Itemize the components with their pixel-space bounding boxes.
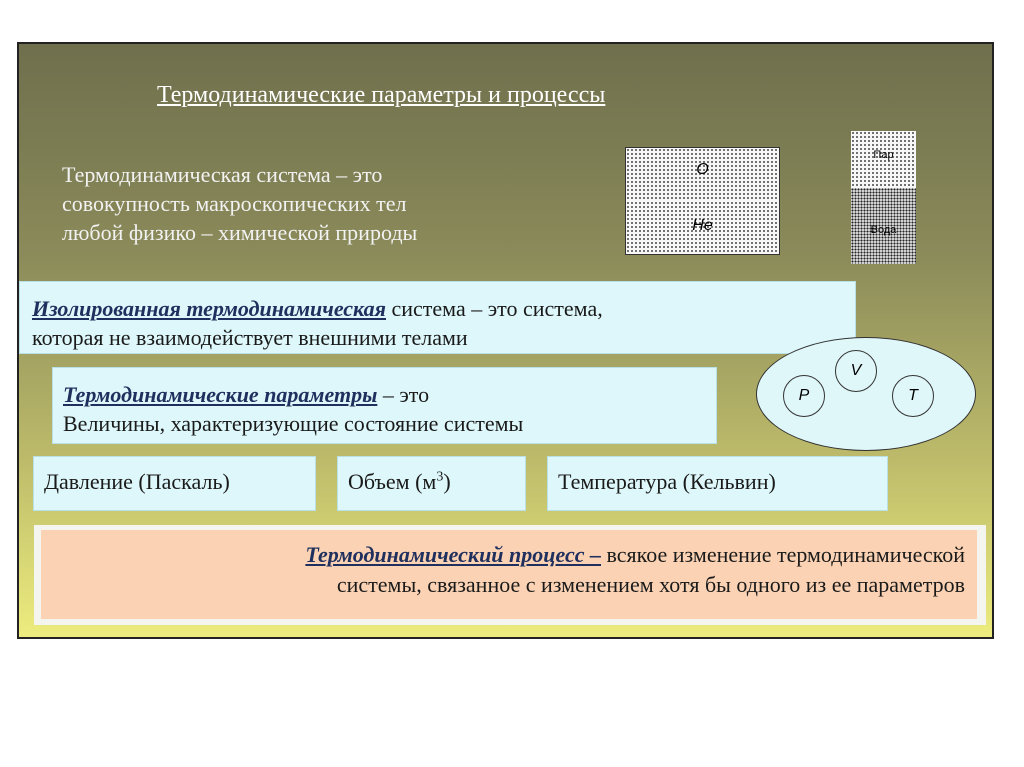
pressure-circle: P — [783, 375, 825, 417]
process-line-2: системы, связанное с изменением хотя бы одного из ее параметров — [336, 572, 965, 597]
temperature-label: Температура (Кельвин) — [558, 469, 776, 494]
pressure-box — [33, 456, 316, 511]
parameters-box — [52, 367, 717, 444]
water-label: Вода — [870, 224, 897, 236]
isolated-system-box — [19, 281, 856, 354]
temperature-box — [547, 456, 888, 511]
parameters-term: Термодинамические параметры — [63, 382, 378, 407]
parameters-line-2: Величины, характеризующие состояние системы — [63, 411, 524, 436]
volume-exponent: 3 — [436, 469, 444, 485]
parameters-rest: – это — [377, 382, 430, 407]
steam-water-diagram — [851, 131, 916, 264]
helium-label: He — [692, 217, 713, 234]
volume-circle: V — [835, 350, 877, 392]
volume-box — [337, 456, 526, 511]
isolated-term: Изолированная термодинамическая — [32, 296, 386, 321]
temperature-circle: T — [892, 375, 934, 417]
volume-label-prefix: Объем (м — [348, 469, 437, 494]
isolated-rest: система – это система, — [386, 296, 603, 321]
intro-line-1: Термодинамическая система – это — [62, 162, 383, 187]
intro-line-2: совокупность макроскопических тел — [62, 191, 407, 216]
process-rest: всякое изменение термодинамической — [601, 542, 965, 567]
water-layer — [851, 188, 916, 264]
helium-layer — [626, 201, 779, 254]
page-title: Термодинамические параметры и процессы — [157, 82, 606, 108]
steam-layer — [851, 131, 916, 188]
pressure-label: Давление (Паскаль) — [44, 469, 230, 494]
intro-line-3: любой физико – химической природы — [62, 220, 418, 245]
isolated-line-2: которая не взаимодействует внешними телами — [32, 325, 468, 350]
oxygen-layer — [626, 148, 779, 202]
oxygen-label: O — [696, 161, 709, 178]
intro-definition — [62, 160, 417, 247]
gas-mixture-diagram — [625, 147, 780, 255]
process-definition-box — [41, 530, 977, 619]
steam-label: Пар — [873, 149, 894, 161]
volume-label-suffix: ) — [443, 469, 451, 494]
process-term: Термодинамический процесс – — [305, 542, 602, 567]
